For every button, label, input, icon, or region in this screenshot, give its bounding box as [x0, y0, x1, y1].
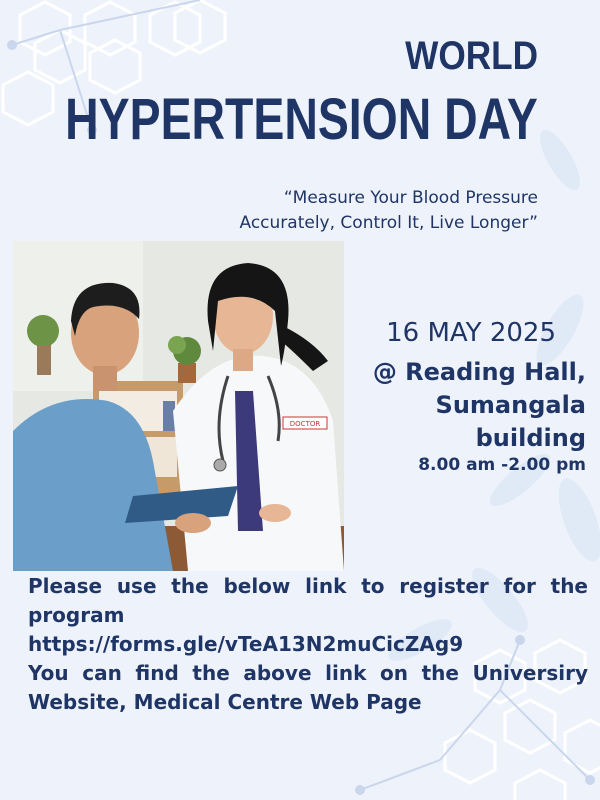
title-hypertension-day: HYPERTENSION DAY [65, 87, 538, 152]
event-venue [356, 356, 586, 455]
register-line-5: Website, Medical Centre Web Page [28, 690, 422, 714]
venue-line-3: building [475, 424, 586, 452]
register-line-4: You can find the above link on the Universiry [28, 661, 588, 685]
event-date: 16 MAY 2025 [386, 318, 556, 348]
title-world: WORLD [405, 34, 538, 78]
registration-link[interactable]: https://forms.gle/vTeA13N2muCicZAg9 [28, 632, 464, 656]
register-line-2: program [28, 603, 125, 627]
venue-line-1: @ Reading Hall, [372, 358, 586, 386]
doctor-badge: DOCTOR [289, 420, 321, 428]
venue-line-2: Sumangala [435, 391, 586, 419]
register-line-1: Please use the below link to register for the [28, 574, 588, 598]
registration-info [28, 572, 588, 717]
doctor-patient-photo [13, 241, 344, 571]
event-time: 8.00 am -2.00 pm [418, 455, 586, 475]
slogan-quote: “Measure Your Blood Pressure Accurately, Control It, Live Longer” [239, 188, 538, 233]
